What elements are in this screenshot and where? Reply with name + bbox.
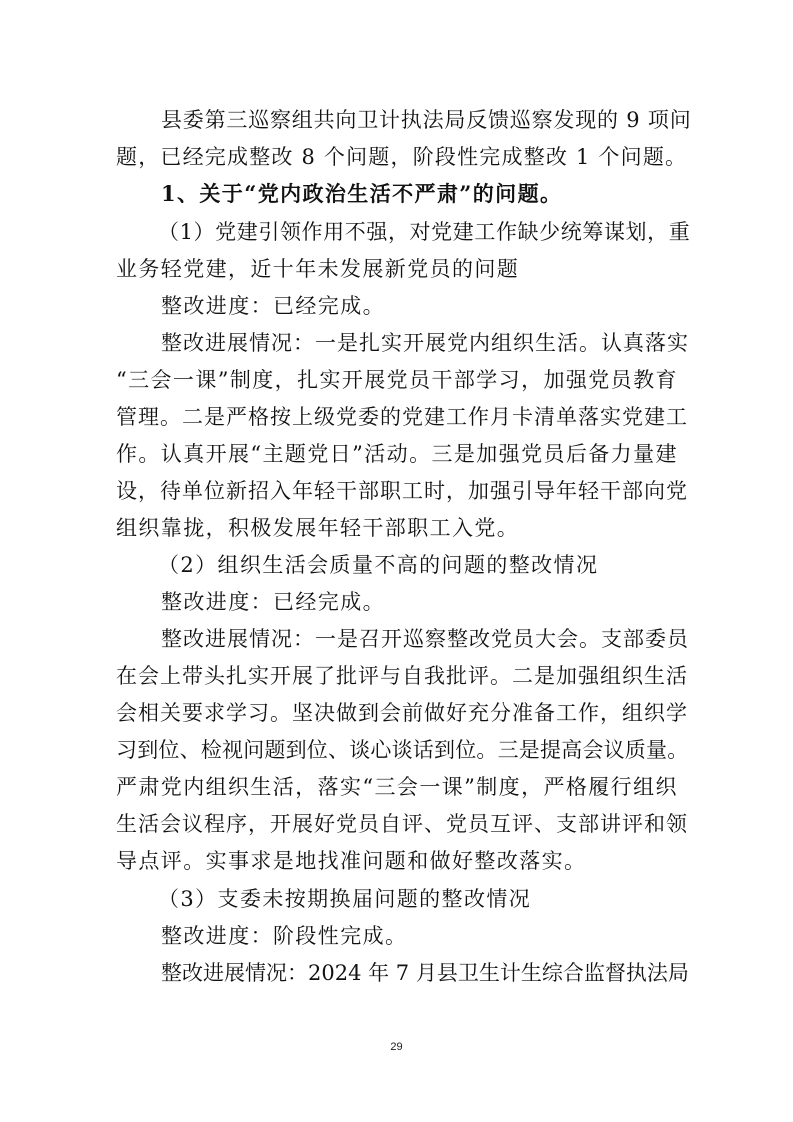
subheading-1: （1）党建引领作用不强，对党建工作缺少统筹谋划，重	[158, 220, 691, 244]
text-line-15: 整改进展情况：一是召开巡察整改党员大会。支部委员	[161, 627, 689, 651]
text-line-5: 业务轻党建，近十年未发展新党员的问题	[116, 257, 520, 281]
text-line-21: 导点评。实事求是地找准问题和做好整改落实。	[116, 849, 587, 873]
text-line-24: 整改进展情况：2024 年 7 月县卫生计生综合监督执法局	[161, 961, 689, 985]
progress-line-1: 整改进度：已经完成。	[161, 294, 385, 318]
page-number: 29	[390, 1041, 403, 1053]
text-line-17: 会相关要求学习。坚决做到会前做好充分准备工作，组织学	[116, 701, 688, 725]
text-line-12: 组织靠拢，积极发展年轻干部职工入党。	[116, 516, 520, 540]
text-line-8: “三会一课”制度，扎实开展党员干部学习，加强党员教育	[116, 368, 678, 392]
text-line-20: 生活会议程序，开展好党员自评、党员互评、支部讲评和领	[116, 812, 688, 836]
progress-line-2: 整改进度：已经完成。	[161, 590, 385, 614]
text-line-18: 习到位、检视问题到位、谈心谈话到位。三是提高会议质量。	[116, 738, 689, 762]
text-line-10: 作。认真开展“主题党日”活动。三是加强党员后备力量建	[116, 442, 678, 466]
subheading-2: （2）组织生活会质量不高的问题的整改情况	[158, 553, 599, 577]
subheading-3: （3）支委未按期换届问题的整改情况	[158, 887, 532, 911]
text-line-19: 严肃党内组织生活，落实“三会一课”制度，严格履行组织	[116, 775, 678, 799]
section-heading: 1、关于“党内政治生活不严肃”的问题。	[161, 181, 563, 206]
text-line-11: 设，待单位新招入年轻干部职工时，加强引导年轻干部向党	[116, 479, 688, 503]
text-line-7: 整改进展情况：一是扎实开展党内组织生活。认真落实	[161, 331, 689, 355]
text-line-2: 题，已经完成整改 8 个问题，阶段性完成整改 1 个问题。	[116, 145, 688, 169]
text-line-16: 在会上带头扎实开展了批评与自我批评。二是加强组织生活	[116, 664, 688, 688]
text-line-9: 管理。二是严格按上级党委的党建工作月卡清单落实党建工	[116, 405, 688, 429]
progress-line-3: 整改进度：阶段性完成。	[161, 924, 408, 948]
text-line-1: 县委第三巡察组共向卫计执法局反馈巡察发现的 9 项问	[161, 108, 692, 132]
